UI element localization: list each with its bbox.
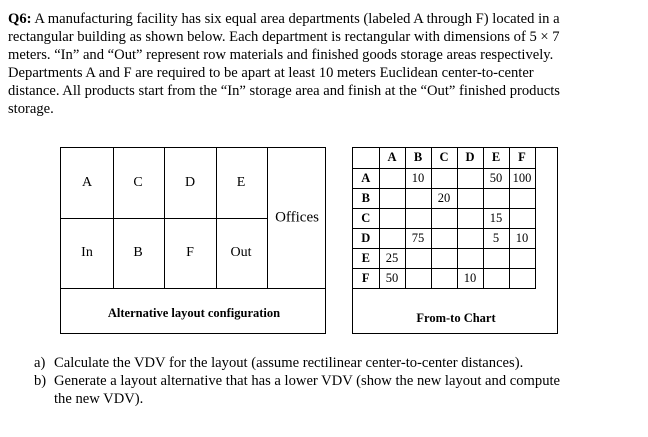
flow-cell <box>379 228 405 248</box>
flow-cell <box>457 248 483 268</box>
question-line-1 <box>8 10 560 28</box>
flow-cell <box>431 268 457 288</box>
flow-cell <box>483 268 509 288</box>
flow-cell <box>483 188 509 208</box>
flow-cell <box>431 228 457 248</box>
in-storage-label: In <box>81 245 93 260</box>
layout-diagram <box>60 147 326 334</box>
part-a-text: Calculate the VDV for the layout (assume rectilinear center-to-center distances). <box>54 355 524 371</box>
table-row <box>353 228 535 248</box>
flow-cell: 10 <box>509 228 535 248</box>
part-a <box>34 354 523 372</box>
flow-cell: 15 <box>483 208 509 228</box>
flow-cell <box>457 228 483 248</box>
col-header: A <box>379 148 405 168</box>
from-to-chart <box>352 147 558 334</box>
dept-a-label: A <box>81 175 93 190</box>
flow-cell <box>431 208 457 228</box>
from-to-table <box>353 148 536 289</box>
chart-caption: From-to Chart <box>416 311 496 325</box>
part-b-text-2: the new VDV). <box>54 391 144 407</box>
flow-cell <box>379 168 405 188</box>
table-row <box>353 188 535 208</box>
question-number: Q6: <box>8 11 32 27</box>
row-header: F <box>353 268 379 288</box>
table-row <box>353 208 535 228</box>
question-line-3: meters. “In” and “Out” represent row materials and finished goods storage areas respectively. <box>8 47 554 63</box>
part-b-text-1: Generate a layout alternative that has a lower VDV (show the new layout and compute <box>54 373 561 389</box>
flow-cell: 10 <box>405 168 431 188</box>
row-header: A <box>353 168 379 188</box>
flow-cell: 100 <box>509 168 535 188</box>
dept-f-label: F <box>186 245 194 260</box>
part-b <box>34 372 560 390</box>
dept-d-label: D <box>184 175 196 190</box>
layout-caption: Alternative layout configuration <box>107 306 281 320</box>
flow-cell: 20 <box>431 188 457 208</box>
flow-cell <box>509 208 535 228</box>
col-header: D <box>457 148 483 168</box>
part-b-continued <box>34 390 143 408</box>
flow-cell <box>405 208 431 228</box>
table-row <box>353 168 535 188</box>
table-row <box>353 268 535 288</box>
row-header: B <box>353 188 379 208</box>
flow-cell <box>431 168 457 188</box>
col-header: E <box>483 148 509 168</box>
flow-cell: 50 <box>483 168 509 188</box>
dept-c-label: C <box>133 175 143 190</box>
flow-cell <box>405 268 431 288</box>
flow-cell <box>457 188 483 208</box>
flow-cell <box>379 208 405 228</box>
header-row <box>353 148 535 168</box>
dept-e-label: E <box>236 175 246 190</box>
grid-line <box>61 218 267 219</box>
table-row <box>353 248 535 268</box>
col-header: B <box>405 148 431 168</box>
question-line-6: storage. <box>8 101 54 117</box>
flow-cell: 10 <box>457 268 483 288</box>
grid-line <box>267 148 268 288</box>
question-line-2: rectangular building as shown below. Each department is rectangular with dimensions of 5 × 7 <box>8 29 560 45</box>
row-header: C <box>353 208 379 228</box>
out-storage-label: Out <box>230 245 252 260</box>
col-header: F <box>509 148 535 168</box>
flow-cell <box>431 248 457 268</box>
offices-label: Offices <box>275 209 319 226</box>
part-b-marker: b) <box>34 373 47 389</box>
question-text-1: A manufacturing facility has six equal area departments (labeled A through F) located in a <box>34 11 560 27</box>
flow-cell <box>457 168 483 188</box>
flow-cell <box>509 268 535 288</box>
flow-cell <box>379 188 405 208</box>
flow-cell <box>509 188 535 208</box>
question-line-5: distance. All products start from the “In” storage area and finish at the “Out” finished products <box>8 83 560 99</box>
corner-cell <box>353 148 379 168</box>
flow-cell: 75 <box>405 228 431 248</box>
col-header: C <box>431 148 457 168</box>
flow-cell <box>509 248 535 268</box>
question-line-4: Departments A and F are required to be apart at least 10 meters Euclidean center-to-center <box>8 65 534 81</box>
grid-line <box>61 288 325 289</box>
flow-cell <box>483 248 509 268</box>
flow-cell: 25 <box>379 248 405 268</box>
dept-b-label: B <box>133 245 143 260</box>
flow-cell <box>457 208 483 228</box>
flow-cell: 5 <box>483 228 509 248</box>
flow-cell <box>405 248 431 268</box>
flow-cell <box>405 188 431 208</box>
row-header: E <box>353 248 379 268</box>
part-a-marker: a) <box>34 355 46 371</box>
flow-cell: 50 <box>379 268 405 288</box>
row-header: D <box>353 228 379 248</box>
